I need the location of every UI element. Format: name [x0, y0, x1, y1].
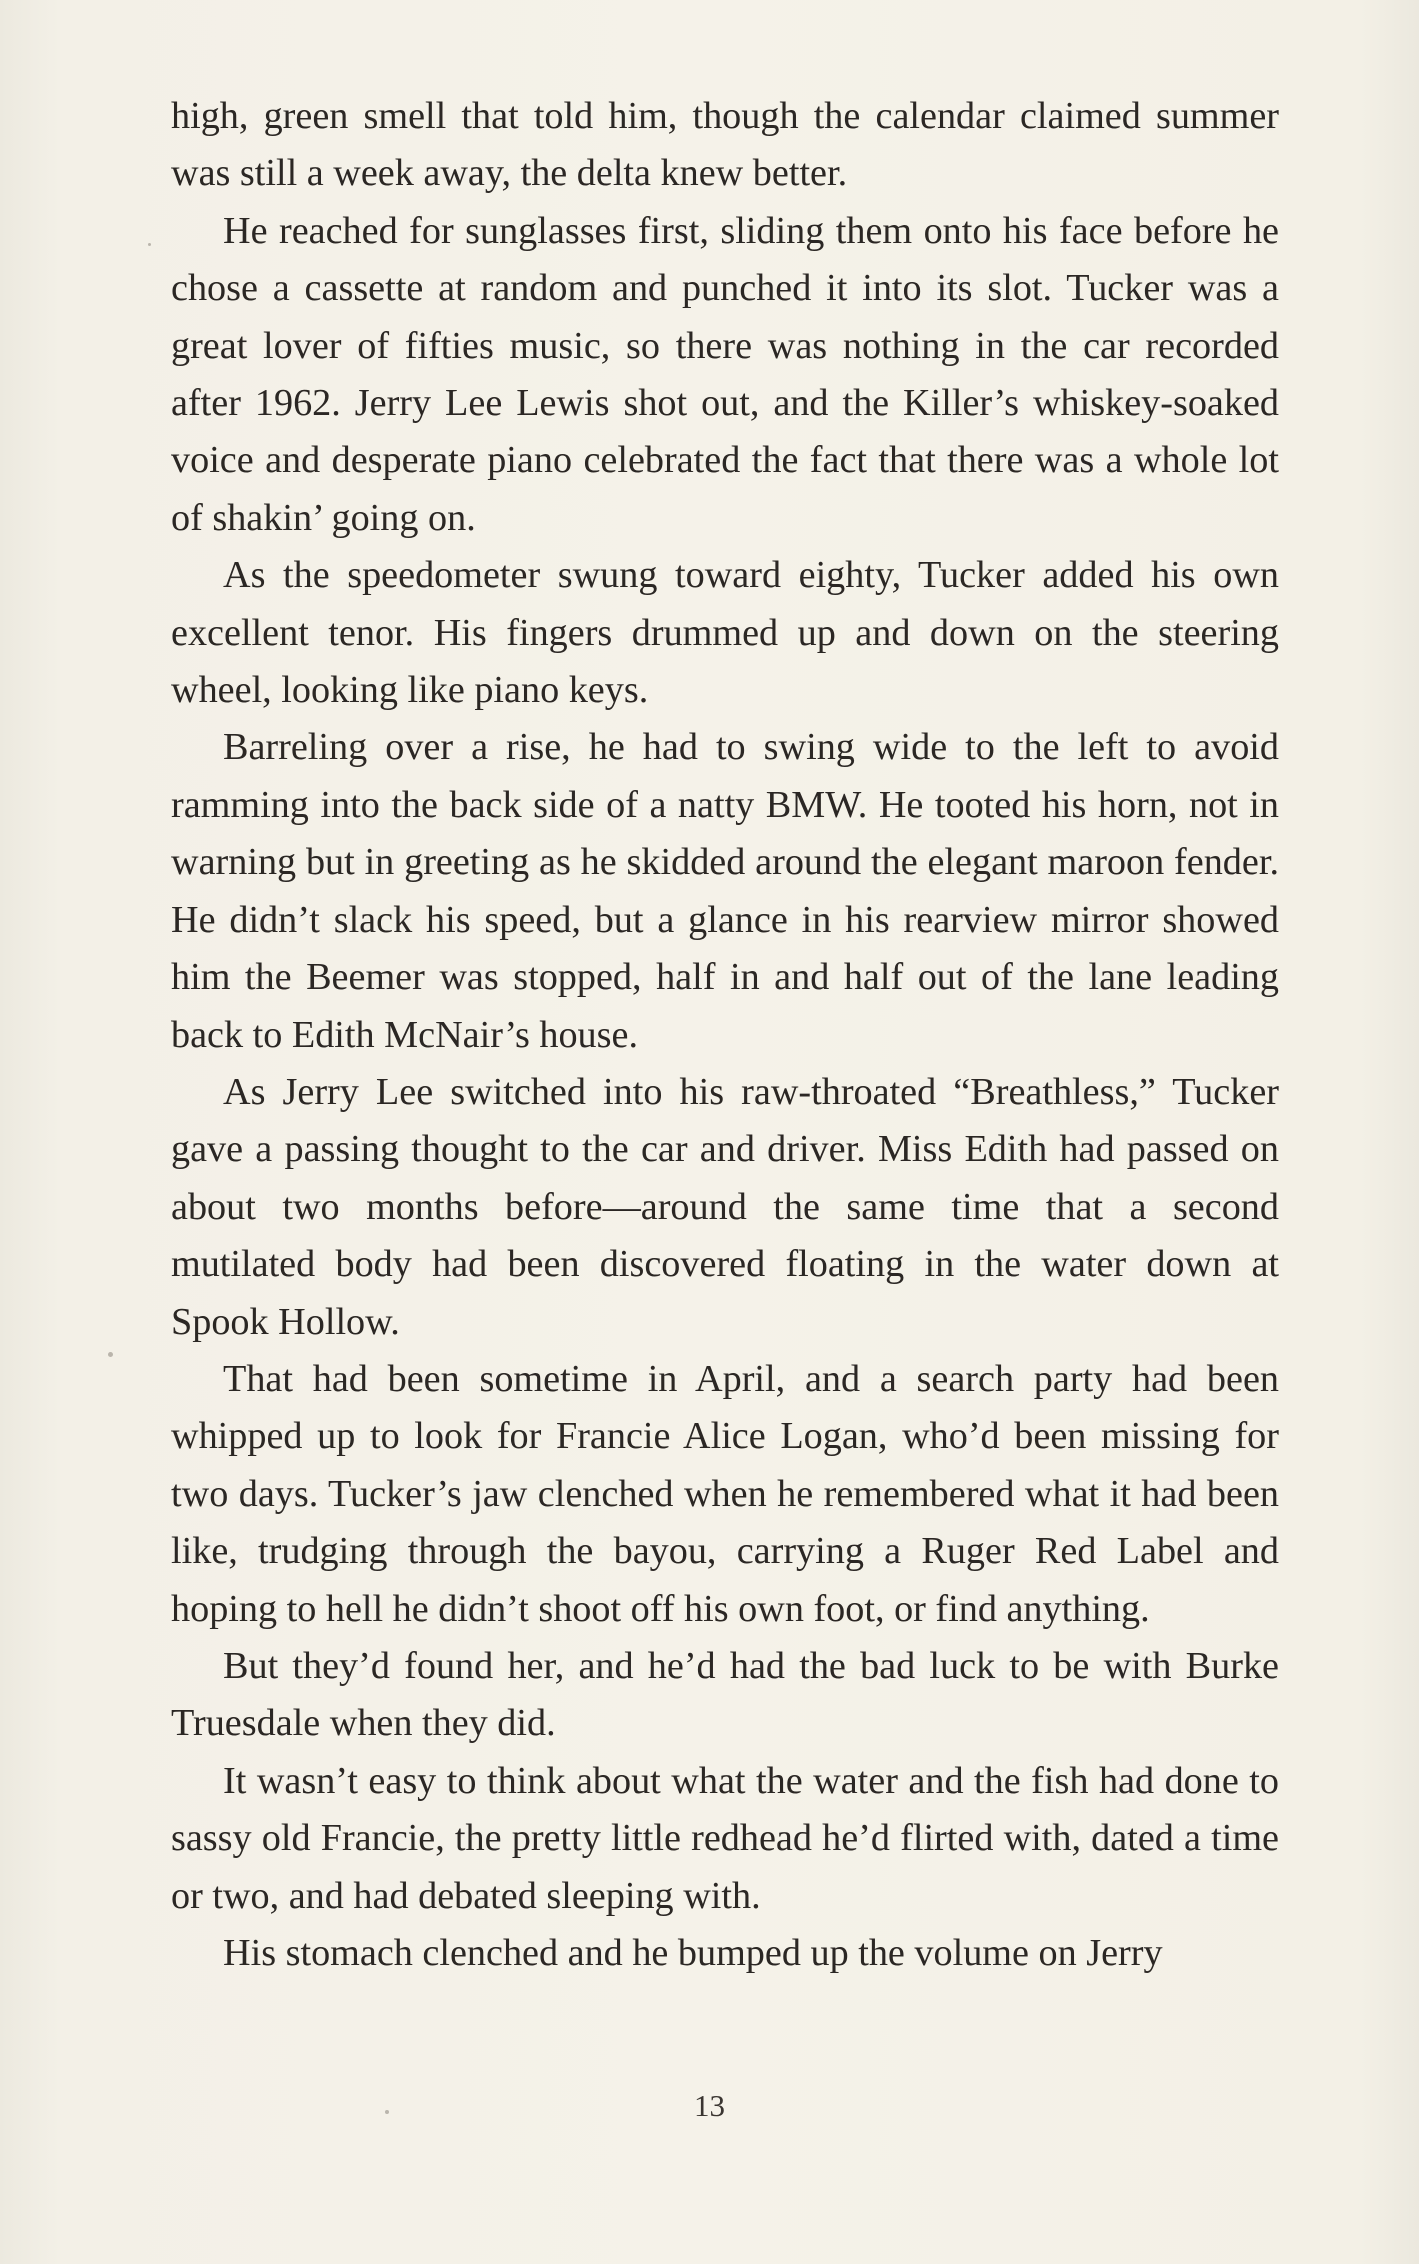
paragraph-6: That had been sometime in April, and a search party had been whipped up to look for Francie Alice Logan, who’d been missing for two days. Tucker’s jaw clenched when he remembered what it had been like, trudging through the bayou, carrying a Ruger Red Label and hoping to hell he didn’t shoot off his own foot, or find anything. [171, 1357, 1279, 1630]
page-number: 13 [694, 2088, 725, 2123]
paragraph-8: It wasn’t easy to think about what the water and the fish had done to sassy old Francie, the pretty little redhead he’d flirted with, dated a time or two, and had debated sleeping with. [171, 1759, 1279, 1917]
paper-speck [108, 1352, 113, 1357]
paragraph-3: As the speedometer swung toward eighty, Tucker added his own excellent tenor. His fingers drummed up and down on the steering wheel, looking like piano keys. [171, 554, 1279, 712]
paper-speck [385, 2110, 389, 2114]
paragraph-2: He reached for sunglasses first, sliding them onto his face before he chose a cassette at random and punched it into its slot. Tucker was a great lover of fifties music, so there was nothing in the car recorded after 1962. Jerry Lee Lewis shot out, and the Killer’s whiskey-soaked voice and desperate piano celebrated the fact that there was a whole lot of shakin’ going on. [171, 209, 1279, 539]
paragraph-5: As Jerry Lee switched into his raw-throated “Breathless,” Tucker gave a passing thought to the car and driver. Miss Edith had passed on about two months before—around the same time that a second mutilated body had been discovered floating in the water down at Spook Hollow. [171, 1070, 1279, 1343]
paragraph-4: Barreling over a rise, he had to swing wide to the left to avoid ramming into the back side of a natty BMW. He tooted his horn, not in warning but in greeting as he skidded around the elegant maroon fender. He didn’t slack his speed, but a glance in his rearview mirror showed him the Beemer was stopped, half in and half out of the lane leading back to Edith McNair’s house. [171, 726, 1279, 1056]
paragraph-7: But they’d found her, and he’d had the bad luck to be with Burke Truesdale when they did. [171, 1644, 1279, 1745]
paragraph-9: His stomach clenched and he bumped up the volume on Jerry [223, 1932, 1163, 1974]
paper-speck [148, 243, 151, 246]
body-text [171, 88, 1279, 1982]
paragraph-1: high, green smell that told him, though the calendar claimed summer was still a week away, the delta knew better. [171, 95, 1279, 195]
